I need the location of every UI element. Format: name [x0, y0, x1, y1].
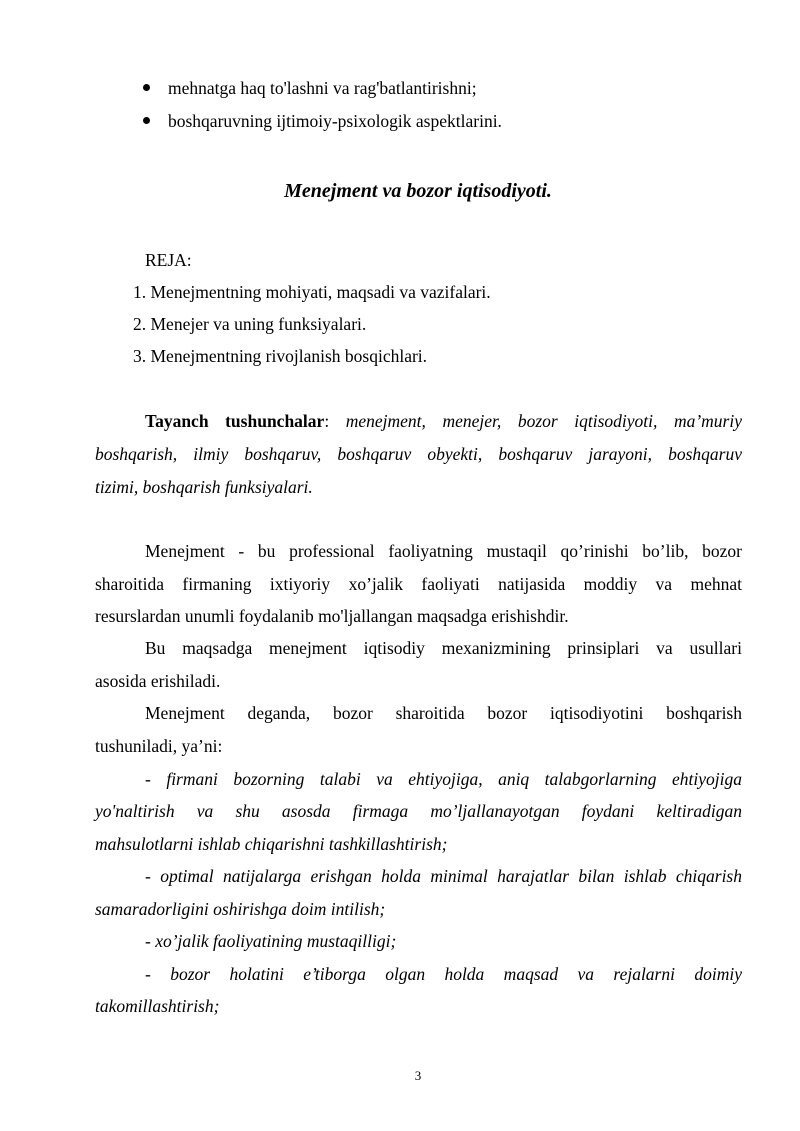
- paragraph-line: sharoitida firmaning ixtiyoriy xo’jalik faoliyati natijasida moddiy va mehnat: [95, 574, 742, 594]
- bullet-item: mehnatga haq to'lashni va rag'batlantirishni;: [168, 78, 477, 98]
- list-item-line: - optimal natijalarga erishgan holda minimal harajatlar bilan ishlab chiqarish: [145, 866, 742, 886]
- paragraph-line: tushuniladi, ya’ni:: [95, 736, 223, 756]
- plan-heading: REJA:: [145, 250, 192, 270]
- section-title: Menejment va bozor iqtisodiyoti.: [284, 180, 552, 202]
- key-terms-line: [145, 410, 742, 432]
- list-item-line: takomillashtirish;: [95, 996, 220, 1016]
- key-terms-colon: :: [324, 411, 330, 431]
- key-terms-text: menejment, menejer, bozor iqtisodiyoti, ma’muriy: [329, 411, 743, 431]
- paragraph-line: asosida erishiladi.: [95, 671, 221, 691]
- key-terms-label: Tayanch tushunchalar: [145, 411, 325, 431]
- plan-item: 3. Menejmentning rivojlanish bosqichlari.: [133, 346, 428, 366]
- bullet-dot-icon: [143, 117, 150, 124]
- plan-item: 1. Menejmentning mohiyati, maqsadi va vazifalari.: [133, 282, 491, 302]
- paragraph-line: Menejment deganda, bozor sharoitida bozor iqtisodiyotini boshqarish: [145, 703, 742, 723]
- page-number: 3: [414, 1068, 422, 1083]
- paragraph-line: Menejment - bu professional faoliyatning mustaqil qo’rinishi bo’lib, bozor: [145, 541, 742, 561]
- list-item-line: yo'naltirish va shu asosda firmaga mo’ljallanayotgan foydani keltiradigan: [95, 801, 742, 821]
- bullet-dot-icon: [143, 84, 150, 91]
- key-terms-line: boshqarish, ilmiy boshqaruv, boshqaruv obyekti, boshqaruv jarayoni, boshqaruv: [95, 444, 742, 464]
- list-item-line: samaradorligini oshirishga doim intilish;: [95, 899, 386, 919]
- list-item-line: mahsulotlarni ishlab chiqarishni tashkillashtirish;: [95, 834, 448, 854]
- plan-item: 2. Menejer va uning funksiyalari.: [133, 314, 367, 334]
- key-terms-line: tizimi, boshqarish funksiyalari.: [95, 477, 313, 497]
- paragraph-line: Bu maqsadga menejment iqtisodiy mexanizmining prinsiplari va usullari: [145, 638, 742, 658]
- list-item-line: - bozor holatini e’tiborga olgan holda maqsad va rejalarni doimiy: [145, 964, 742, 984]
- list-item-line: - xo’jalik faoliyatining mustaqilligi;: [145, 931, 397, 951]
- paragraph-line: resurslardan unumli foydalanib mo'ljallangan maqsadga erishishdir.: [95, 606, 569, 626]
- bullet-item: boshqaruvning ijtimoiy-psixologik aspektlarini.: [168, 111, 502, 131]
- list-item-line: - firmani bozorning talabi va ehtiyojiga, aniq talabgorlarning ehtiyojiga: [145, 769, 742, 789]
